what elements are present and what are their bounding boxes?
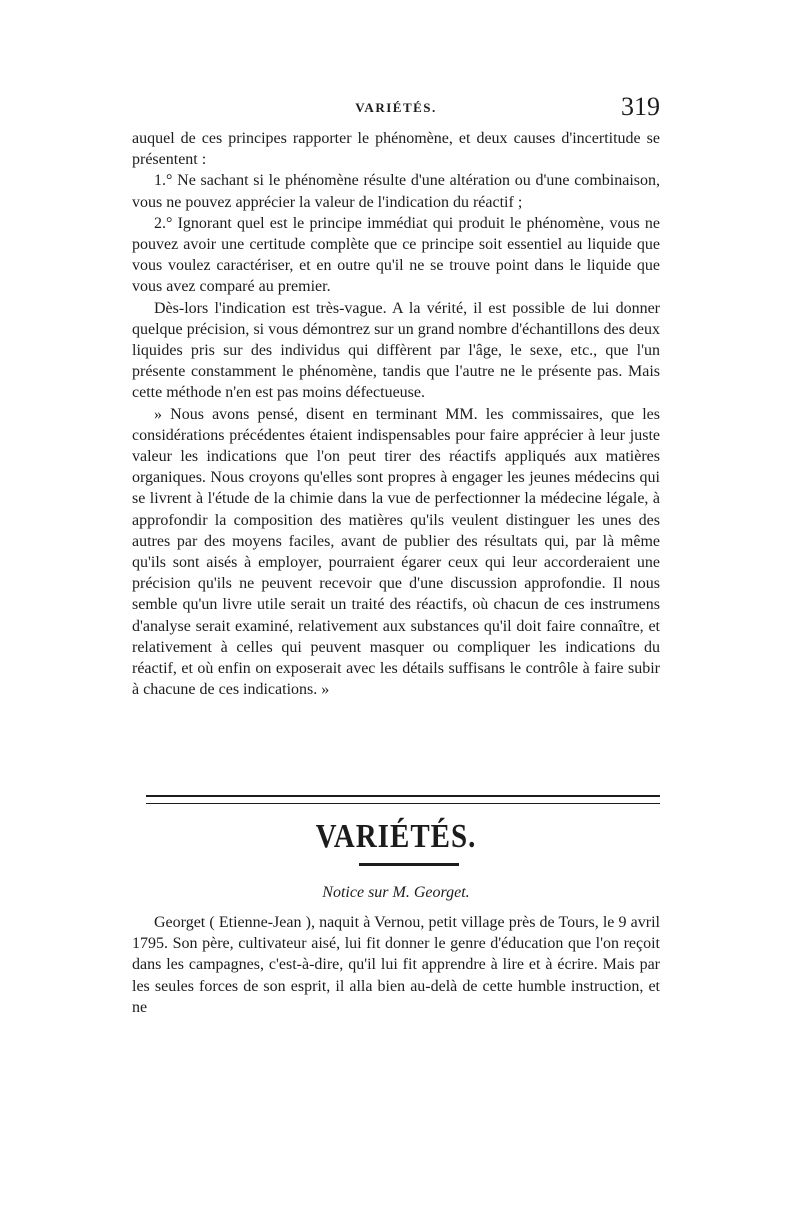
paragraph: Georget ( Etienne-Jean ), naquit à Vernou, petit village près de Tours, le 9 avril 1795. Son père, cultivateur aisé, lui fit donner le genre d'éducation que l'on reçoit dans les campagnes, c'est-à-dire, qu'il lui fit apprendre à lire et à écrire. Mais par les seules forces de son esprit, il alla bien au-delà de cette humble instruction, et ne [132,914,660,1016]
paragraph: » Nous avons pensé, disent en terminant MM. les commissaires, que les considérations précédentes étaient indispensables pour faire apprécier à leur juste valeur les indications que l'on peut tirer des réactifs appliqués aux matières organiques. Nous croyons qu'elles sont propres à engager les jeunes médecins qui se livrent à l'étude de la chimie dans la vue de perfectionner la médecine légale, à approfondir la composition des matières qu'ils veulent distinguer les unes des autres par des moyens faciles, avant de publier des résultats qui, par là même qu'ils sont aisés à employer, pourraient égarer ceux qui leur accorderaient une précision qu'ils ne peuvent recevoir que d'une discussion approfondie. Il nous semble qu'un livre utile serait un traité des réactifs, où chacun de ces instrumens d'analyse serait examiné, relativement aux substances qu'il doit faire connaître, et relativement à celles qui peuvent masquer ou compliquer les indications du réactif, et où enfin on exposerait avec les détails suffisans le contrôle à faire subir à chacune de ces indications. » [132,405,660,699]
notice-paragraph [132,912,660,1018]
title-underline [359,863,459,866]
paragraph: 1.° Ne sachant si le phénomène résulte d'une altération ou d'une combinaison, vous ne pouvez apprécier la valeur de l'indication du réactif ; [132,172,660,211]
page-number: 319 [621,92,660,121]
section-title: VARIÉTÉS. [315,818,477,855]
notice-heading: Notice sur M. Georget. [322,884,470,901]
section-divider [146,795,660,804]
running-title: VARIÉTÉS. [355,100,437,115]
page-header [132,92,660,126]
paragraph: 2.° Ignorant quel est le principe immédiat qui produit le phénomène, vous ne pouvez avoir une certitude complète que ce principe soit essentiel au liquide que vous voulez caractériser, et en outre qu'il ne se trouve point dans le liquide que vous avez comparé au premier. [132,214,660,296]
body-text [132,128,660,700]
paragraph: auquel de ces principes rapporter le phénomène, et deux causes d'incertitude se présentent : [132,130,660,169]
paragraph: Dès-lors l'indication est très-vague. A la vérité, il est possible de lui donner quelque précision, si vous démontrez sur un grand nombre d'échantillons des deux liquides pris sur des individus qui diffèrent par l'âge, le sexe, etc., que l'un présente constamment le phénomène, tandis que l'autre ne le présente pas. Mais cette méthode n'en est pas moins défectueuse. [132,299,660,402]
